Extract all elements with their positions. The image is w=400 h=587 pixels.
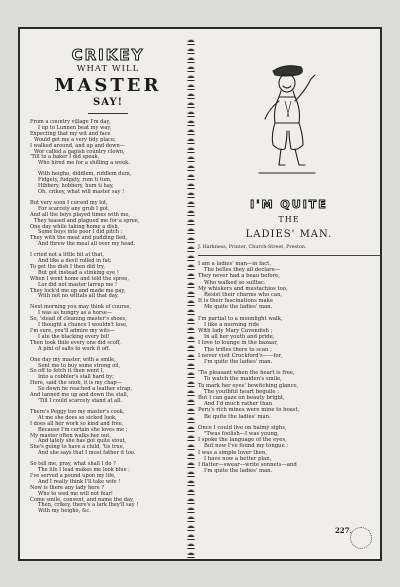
verse-line: Into a cobbler's stall hard by;	[38, 374, 114, 381]
verse-line: One day while taking home a dish,	[30, 223, 120, 230]
verse-line: They teased and plagued me for a spree,	[34, 217, 140, 224]
right-verses	[198, 261, 380, 475]
verse-line: And like a devil rolled in fat;	[38, 258, 112, 265]
verse-line: Come smile, consent, and name the day,	[30, 496, 134, 503]
verse-line: Who hired me for a shilling a week.	[38, 160, 130, 167]
verse-line: But I can gaze on beauty bright,	[198, 395, 285, 402]
verse-line: Next morning you may think of course,	[30, 304, 132, 311]
verse-line: To watch the maiden's smile,	[204, 376, 282, 383]
verse-line: I ate the blacking every bit!	[38, 333, 110, 340]
verse-line: Who to wed me will not fear!	[38, 490, 113, 497]
left-title-line-2: WHAT WILL	[76, 64, 140, 74]
verse-line: A pint of salts to work it off.	[38, 345, 110, 352]
verse-line: So, 'stead of cleaning master's shoes,	[30, 316, 127, 323]
verse-line: With my heigho, &c.	[38, 508, 91, 515]
verse-line: Be quite the ladies' man.	[204, 413, 271, 420]
verse-line: I love to lounge in the bazaar,	[198, 340, 278, 347]
verse-line: For scarcely any grub I got,	[38, 205, 110, 212]
verse-line: Because I'm certain she loves me ;	[38, 426, 128, 433]
stanza	[198, 316, 380, 366]
imprint-rule	[198, 255, 380, 256]
verse-line: There's Peggy too my master's cook,	[30, 408, 125, 415]
left-title-line-4: SAY!	[92, 97, 123, 108]
verse-line: Hibbery, hobbery, hum ti hay,	[38, 183, 114, 190]
verse-line: I walked around, and up and down—	[30, 142, 125, 149]
broadside-sheet	[18, 27, 382, 561]
verse-line: Peru's rich mines were mine to boast,	[198, 407, 300, 414]
stanza	[30, 172, 186, 196]
verse-line: Expecting that my wit and face	[30, 130, 111, 137]
verse-line: They with the meat and pudding fled,	[30, 235, 127, 242]
verse-line: But got instead a stinking eye !	[38, 269, 119, 276]
left-title-line-1: CRIKEY	[71, 46, 145, 64]
verse-line: The youthful heart beguile ;	[204, 388, 280, 395]
verse-line: In all her youth and pride,	[204, 334, 275, 341]
library-stamp	[350, 527, 372, 549]
verse-line: They lock'd me up and made me pay,	[30, 287, 126, 294]
verse-line: And I really think I'll take wife !	[38, 478, 121, 485]
verse-line: I never visit Crockford's——for,	[198, 352, 283, 359]
verse-line: Me quite the ladies' man.	[204, 304, 273, 311]
verse-line: I does all her work so kind and free,	[30, 420, 124, 427]
verse-line: I was as hungry as a horse—	[38, 310, 112, 317]
right-song	[198, 53, 380, 480]
stanza	[198, 425, 380, 475]
verse-line: At me she does so sicked look,	[38, 414, 117, 421]
verse-line: I have now a better plan,	[204, 455, 272, 462]
verse-line: Wor called a gapish country clown,	[34, 148, 125, 155]
verse-line: I cried not a little bit at that,	[30, 252, 105, 259]
verse-line: So off to fetch it then went I,	[30, 368, 105, 375]
verse-line: So tell me, pray, what shall I do ?	[30, 461, 116, 468]
verse-line: 'Tis pleasant when the heart is free,	[198, 370, 295, 377]
verse-line: From a country village I'm day,	[30, 119, 111, 125]
verse-line: I am a ladies' man—in fact,	[198, 261, 271, 267]
catalog-number: 227.	[334, 526, 352, 535]
verse-line: So down he reached a leather strap,	[38, 386, 132, 393]
verse-line: Who walked so sulltac.	[204, 279, 266, 286]
verse-line: When I went home and told the spree,	[30, 275, 129, 282]
stanza	[30, 410, 186, 457]
verse-line: I was a simple lover then,	[198, 449, 268, 456]
verse-line: Fidgety, fudgety, rum ti tum,	[38, 177, 112, 184]
verse-line: I spoke the language of the eyes,	[198, 437, 287, 444]
verse-line: One day my master, with a smile,	[30, 356, 116, 363]
verse-line: The trifles there to scan ;	[204, 346, 272, 353]
verse-line: Resist their charms who can,	[204, 292, 283, 299]
verse-line: Here, said the snob, it is my chap—	[30, 380, 122, 387]
verse-line: And all the boys played times with me,	[30, 211, 131, 218]
verse-line: Then, crikey, there's a lark they'll say !	[38, 502, 139, 509]
verse-line: Then took thile every one did scoff,	[30, 339, 121, 346]
stanza	[198, 261, 380, 311]
verse-line: Some boys into poor I did pitch ;	[38, 229, 123, 236]
verse-line: Would get me a very tidy place;	[34, 136, 116, 143]
verse-line: And tanned me up and down the stall,	[30, 392, 129, 399]
verse-line: To mark her eyes' bewitching glance,	[198, 382, 299, 389]
verse-line: 'Till I could scarcely stand at all.	[38, 397, 123, 404]
ornamental-divider	[186, 39, 196, 559]
right-title-line-1: I'M QUITE	[250, 198, 328, 211]
left-song	[30, 47, 186, 520]
verse-line: I'm quite the ladies' man.	[204, 468, 273, 475]
verse-line: I up to Lunnen beat my way,	[38, 124, 112, 131]
title-rule	[88, 113, 128, 114]
left-title-line-3: MASTER	[54, 75, 162, 96]
verse-line: Lor did not master larrup me !	[38, 281, 118, 288]
stanza	[30, 253, 186, 300]
verse-line: And lately she has got quite stout,	[38, 438, 127, 445]
verse-line: My master often walks her out,	[30, 432, 111, 439]
verse-line: I've served a pound upon my life,	[30, 472, 116, 479]
verse-line: It is their fascinations make	[198, 298, 274, 305]
verse-line: They never had a beau before,	[198, 273, 280, 280]
verse-line: With lady Mary Cavendish ;	[198, 328, 273, 335]
verse-line: 'Till to a baker I did speak,	[30, 154, 100, 161]
verse-line: I'm quite the ladies' man.	[204, 359, 273, 366]
verse-line: Oh, crikey, what will master say !	[38, 188, 125, 195]
verse-line: And threw the meal all over my head.	[38, 241, 136, 248]
verse-line: I flatter—swear—write sonnets—and	[198, 462, 297, 469]
verse-line: My whiskers and mustachios too,	[198, 285, 288, 292]
verse-line: Once I could live on balmy sighs,	[198, 424, 287, 431]
verse-line: With not no wittals all that day.	[38, 293, 119, 300]
stanza	[30, 358, 186, 405]
verse-line: I thought a chance I wouldn't lose,	[38, 322, 128, 329]
verse-line: Now is there any lady here ?	[30, 484, 105, 491]
stanza	[30, 305, 186, 352]
stanza	[198, 370, 380, 420]
printer-imprint: J. Harkness, Printer, Church-Street, Preston.	[198, 245, 307, 250]
verse-line: But very soon I cursed my lot,	[30, 199, 108, 206]
verse-line: "Twas foolish—I was young,	[204, 431, 279, 438]
verse-line: I'm partial to a moonlight walk,	[198, 315, 283, 322]
verse-line: But now I've found my tongue :	[204, 443, 289, 450]
verse-line: The life I lead makes me look blue ;	[38, 467, 130, 474]
right-title-line-3: LADIES' MAN.	[245, 229, 333, 240]
verse-line: To get the dish I then did try,	[30, 263, 105, 270]
right-title-line-2: THE	[278, 215, 300, 224]
verse-line: She's going to have a child, 'tis true,	[30, 444, 125, 451]
stanza	[30, 201, 186, 248]
stanza	[30, 462, 186, 515]
verse-line: And she says that I must father it too.	[38, 450, 136, 457]
verse-line: And I'd much rather than	[204, 401, 273, 408]
verse-line: With heigho, diddlem, riddlem dum,	[38, 171, 132, 178]
stanza	[30, 120, 186, 167]
verse-line: I'm sure, you'll admire my wits—	[30, 328, 115, 334]
verse-line: I like a morning ride	[204, 321, 260, 328]
verse-line: Sent me to buy some strong oil,	[38, 362, 121, 369]
left-verses	[30, 120, 186, 515]
verse-line: The belles they all declare—	[204, 267, 281, 274]
